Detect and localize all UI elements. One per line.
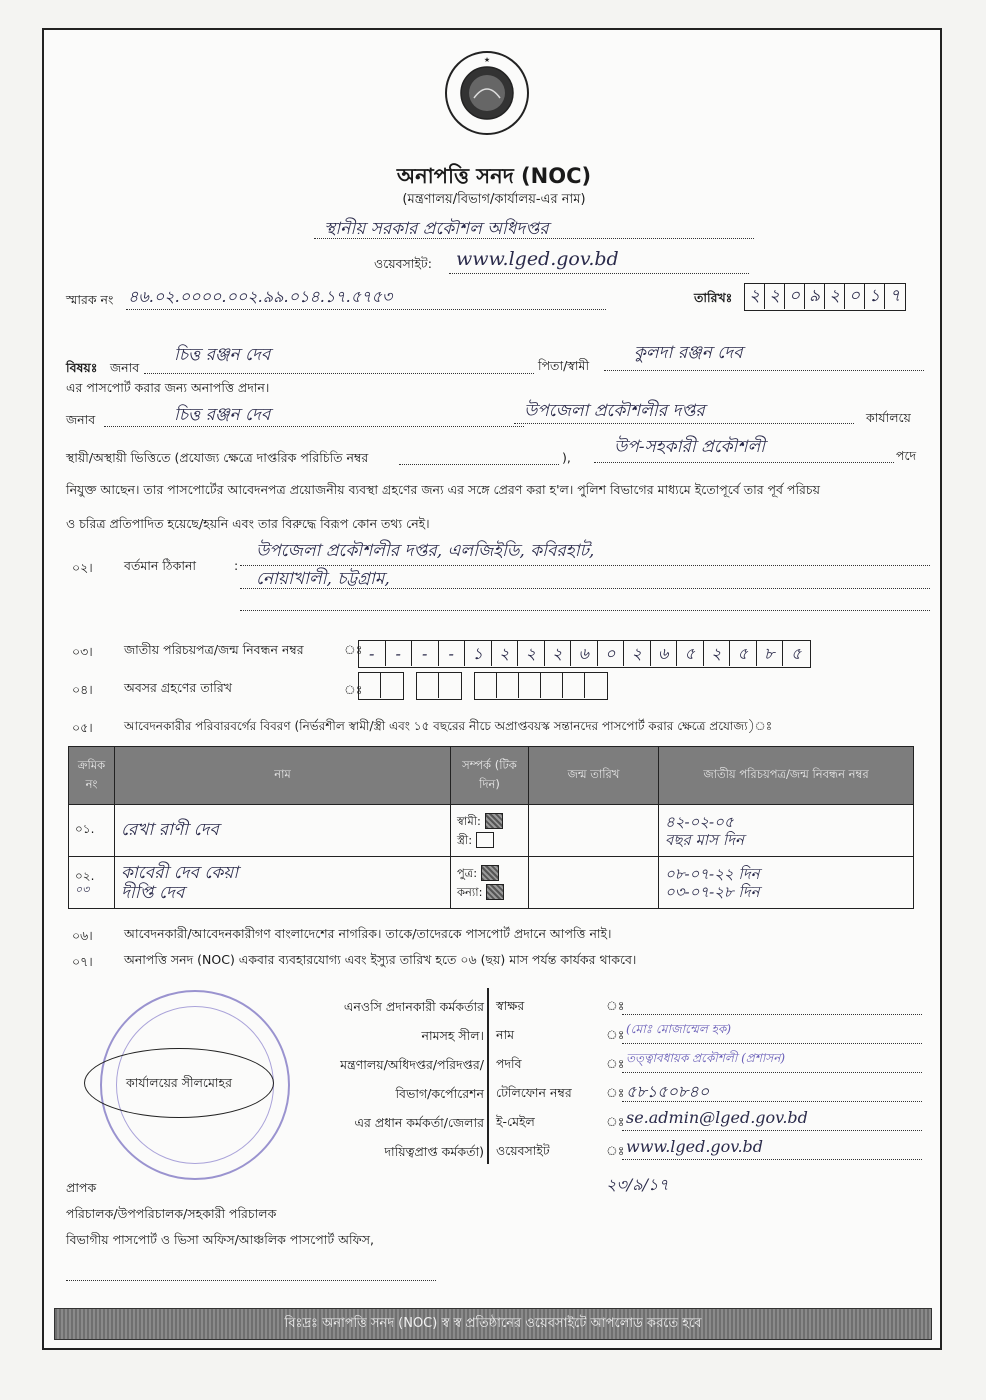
nid-digit: ২ <box>704 641 731 666</box>
official-field-value: se.admin@lged.gov.bd <box>626 1108 808 1127</box>
nid-digit: ০ <box>598 641 625 666</box>
address-label: বর্তমান ঠিকানা <box>124 558 197 573</box>
nid-digit: ৫ <box>730 641 757 666</box>
svg-text:★: ★ <box>483 56 491 64</box>
body-name: চিত্ত রঞ্জন দেব <box>174 405 271 425</box>
nid-digit: ৫ <box>677 641 704 666</box>
official-field-label: ই-মেইল <box>496 1114 535 1129</box>
row-dob <box>529 857 659 909</box>
address-line2: নোয়াখালী, চট্টগ্রাম, <box>256 569 390 589</box>
official-field-value: (মোঃ মোজাম্মেল হক) <box>626 1022 732 1036</box>
item-07-number: ০৭। <box>72 954 93 969</box>
relation-checkbox[interactable] <box>485 813 503 829</box>
statement-06: আবেদনকারী/আবেদনকারীগণ বাংলাদেশের নাগরিক। তাকে/তাদেরকে পাসপোর্ট প্রদানে আপত্তি নাই। <box>124 926 612 941</box>
row-id-line2: ০৩-০৭-২৮ দিন <box>665 882 760 901</box>
subject-line2: এর পাসপোর্ট করার জন্য অনাপত্তি প্রদান। <box>66 380 270 395</box>
nid-digit: - <box>359 641 386 666</box>
official-field-row <box>496 1137 926 1166</box>
table-row <box>69 805 914 857</box>
father-name: কুলদা রঞ্জন দেব <box>634 343 743 363</box>
noc-form: ★ অনাপত্তি সনদ (NOC) (মন্ত্রণালয়/বিভাগ/কার্যালয়-এর নাম) স্থানীয় সরকার প্রকৌশল অধিদপ্তর ওয়েবসাইট: www.lged.gov.bd স্মারক নং ৪৬.০২.০০০০.০০২.৯৯.০১৪.১৭.৫৭৫৩ তারিখঃ ২ ২ ০ ৯ ২ ০ ১ ৭ বিষয়ঃ জনাব চিত্ত রঞ্জন দেব পিতা/স্বামী কুলদা রঞ্জন দেব এর পাসপোর্ট করার জন্য অনাপত্তি প্রদান। জনাব চিত্ত রঞ্জন দেব উপজেলা প্রকৌশলীর দপ্তর কার্যালয়ে স্থায়ী/অস্থায়ী ভিত্তিতে (প্রযোজ্য ক্ষেত্রে দাপ্তরিক পরিচিতি নম্বর ), উপ-সহকারী প্রকৌশলী পদে নিযুক্ত আছেন। তার পাসপোর্টের আবেদনপত্র প্রয়োজনীয় ব্যবস্থা গ্রহণের জন্য এর সঙ্গে প্রেরণ করা হ'ল। পুলিশ বিভাগের মাধ্যমে ইতোপূর্বে তার পূর্ব পরিচয় ও চরিত্র প্রতিপাদিত হয়েছে/হয়নি এবং তার বিরুদ্ধে বিরূপ কোন তথ্য নেই। ০২। বর্তমান ঠিকানা : উপজেলা প্রকৌশলীর দপ্তর, এলজিইডি, কবিরহাট, নোয়াখালী, চট্টগ্রাম, ০৩। জাতীয় পরিচয়পত্র/জন্ম নিবন্ধন নম্বর ঃ - - - - ১ ২ ২ ২ ৬ ০ ২ ৬ ৫ ২ ৫ ৮ ৫ ০৪। অবসর গ্রহণের তারিখ ঃ ০৫। আবেদনকারীর পরিবারবর্গের বিবরণ (নির্ভরশীল স্বামী/স্ত্রী এবং ১৫ বছরের নীচে অপ্রাপ্তবয়স্ক সন্তানদের পাসপোর্ট করার ক্ষেত্রে প্রযোজ্য)ঃ ক্রমিক নং নাম সম্পর্ক (টিক দিন) জন্ম তারিখ জাতীয় পরিচয়পত্র/জন্ম নিবন্ধন নম্বর ০১. রেখা রাণী দেব স্বামী: স্ত্রী: ৪২-০২-০৫ বছর মাস দিন ০২. ০৩ কাবেরী দেব কেয়া দীপ্তি দেব পুত্র: কন্যা: ০৮-০৭-২২ দিন ০৩-০৭-২৮ দিন ০৬। আবেদনকারী/আবেদনকারীগণ বাংলাদেশের নাগরিক। তাকে/তাদেরকে পাসপোর্ট প্রদানে আপত্তি নাই। ০৭। অনাপত্তি সনদ (NOC) একবার ব্যবহারযোগ্য এবং ইস্যুর তারিখ হতে ০৬ (ছয়) মাস পর্যন্ত কার্যকর থাকবে। কার্যালয়ের সীলমোহর এনওসি প্রদানকারী কর্মকর্তার নামসহ সীল। মন্ত্রণালয়/অধিদপ্তর/পরিদপ্তর/ বিভাগ/কর্পোরেশন এর প্রধান কর্মকর্তা/জেলার দায়িত্বপ্রাপ্ত কর্মকর্তা) স্বাক্ষর ঃ নাম ঃ (মোঃ মোজাম্মেল হক) পদবি ঃ তত্ত্বাবধায়ক প্রকৌশলী (প্রশাসন) টেলিফোন নম্বর ঃ ৫৮১৫০৮৪০ ই-মেইল ঃ se.admin@lged.gov.bd ওয়েবসাইট ঃ www.lged.gov.bd ২৩/৯/১৭ প্রাপক পরিচালক/উপপরিচালক/সহকারী পরিচালক বিভাগীয় পাসপোর্ট ও ভিসা অফিস/আঞ্চলিক পাসপোর্ট অফিস, বিঃদ্রঃ অনাপত্তি সনদ (NOC) স্ব স্ব প্রতিষ্ঠানের ওয়েবসাইটে আপলোড করতে হবে <box>42 28 942 1350</box>
date-boxes <box>744 283 906 311</box>
post-value: উপ-সহকারী প্রকৌশলী <box>614 437 765 457</box>
official-field-row <box>496 1108 926 1137</box>
address-line1: উপজেলা প্রকৌশলীর দপ্তর, এলজিইডি, কবিরহাট, <box>256 541 595 561</box>
relation-checkbox[interactable] <box>481 865 499 881</box>
nid-digit: ২ <box>545 641 572 666</box>
item-02-number: ০২। <box>72 560 93 575</box>
date-digit: ২ <box>765 284 785 309</box>
date-digit: ২ <box>745 284 765 309</box>
header-name: নাম <box>115 747 451 805</box>
official-field-label: টেলিফোন নম্বর <box>496 1085 572 1100</box>
janab-label: জনাব <box>110 360 140 375</box>
relation-checkbox[interactable] <box>476 832 494 848</box>
nid-digit: - <box>412 641 439 666</box>
field-colon: ঃ <box>606 1114 625 1129</box>
relation-checkbox[interactable] <box>486 884 504 900</box>
body-line4: ও চরিত্র প্রতিপাদিত হয়েছে/হয়নি এবং তার বিরুদ্ধে বিরূপ কোন তথ্য নেই। <box>66 516 430 531</box>
nid-digit: - <box>439 641 466 666</box>
row-id-line2: বছর মাস দিন <box>665 830 744 849</box>
row-id-line1: ০৮-০৭-২২ দিন <box>665 864 760 883</box>
document-title: অনাপত্তি সনদ (NOC) <box>396 164 592 188</box>
row-name: কাবেরী দেব কেয়া <box>121 862 239 883</box>
row-id-line1: ৪২-০২-০৫ <box>665 812 734 831</box>
father-label: পিতা/স্বামী <box>538 358 590 373</box>
nid-digit: - <box>386 641 413 666</box>
item-05-number: ০৫। <box>72 720 93 735</box>
header-dob: জন্ম তারিখ <box>529 747 659 805</box>
official-field-label: ওয়েবসাইট <box>496 1143 550 1158</box>
office-name: স্থানীয় সরকার প্রকৌশল অধিদপ্তর <box>324 219 549 239</box>
date-digit: ৯ <box>805 284 825 309</box>
stamp-placeholder: কার্যালয়ের সীলমোহর <box>84 1048 274 1118</box>
field-colon: ঃ <box>606 1143 625 1158</box>
row-name-2: দীপ্তি দেব <box>121 882 185 903</box>
memo-number: ৪৬.০২.০০০০.০০২.৯৯.০১৪.১৭.৫৭৫৩ <box>128 287 393 306</box>
official-field-row <box>496 992 926 1021</box>
date-digit: ১ <box>865 284 885 309</box>
header-serial: ক্রমিক নং <box>69 747 115 805</box>
nid-boxes <box>358 640 811 668</box>
nid-digit: ২ <box>624 641 651 666</box>
official-field-value: তত্ত্বাবধায়ক প্রকৌশলী (প্রশাসন) <box>626 1051 786 1065</box>
date-digit: ০ <box>785 284 805 309</box>
item-03-number: ০৩। <box>72 644 93 659</box>
relation-label: স্ত্রী: <box>457 832 473 847</box>
date-digit: ২ <box>825 284 845 309</box>
relation-label: স্বামী: <box>457 813 481 828</box>
body-line2-close: ), <box>562 450 571 465</box>
official-field-label: পদবি <box>496 1056 522 1071</box>
recipient-line1: পরিচালক/উপপরিচালক/সহকারী পরিচালক <box>66 1206 277 1221</box>
date-digit: ০ <box>845 284 865 309</box>
official-field-label: স্বাক্ষর <box>496 998 525 1013</box>
header-id: জাতীয় পরিচয়পত্র/জন্ম নিবন্ধন নম্বর <box>659 747 914 805</box>
subject-label: বিষয়ঃ <box>66 360 98 375</box>
nid-digit: ৬ <box>651 641 678 666</box>
field-colon: ঃ <box>606 998 625 1013</box>
retirement-label: অবসর গ্রহণের তারিখ <box>124 680 232 695</box>
official-field-row <box>496 1021 926 1050</box>
family-label: আবেদনকারীর পরিবারবর্গের বিবরণ (নির্ভরশীল স্বামী/স্ত্রী এবং ১৫ বছরের নীচে অপ্রাপ্তবয়স্ক সন্তানদের পাসপোর্ট করার ক্ষেত্রে প্রযোজ্য)ঃ <box>124 719 773 733</box>
row-serial: ০২. <box>75 868 95 883</box>
field-colon: ঃ <box>606 1027 625 1042</box>
table-row <box>69 857 914 909</box>
relation-label: পুত্র: <box>457 865 478 880</box>
official-field-value: www.lged.gov.bd <box>626 1137 764 1156</box>
recipient-line2: বিভাগীয় পাসপোর্ট ও ভিসা অফিস/আঞ্চলিক পাসপোর্ট অফিস, <box>66 1232 374 1247</box>
recipient-label: প্রাপক <box>66 1180 97 1195</box>
official-description: এনওসি প্রদানকারী কর্মকর্তার নামসহ সীল। মন্ত্রণালয়/অধিদপ্তর/পরিদপ্তর/ বিভাগ/কর্পোরেশন এর প্রধান কর্মকর্তা/জেলার দায়িত্বপ্রাপ্ত কর্মকর্তা) <box>340 999 484 1159</box>
body-janab: জনাব <box>66 412 96 427</box>
ministry-label: (মন্ত্রণালয়/বিভাগ/কার্যালয়-এর নাম) <box>402 192 586 207</box>
government-seal-icon <box>444 50 530 136</box>
nid-digit: ৮ <box>757 641 784 666</box>
body-line3: নিযুক্ত আছেন। তার পাসপোর্টের আবেদনপত্র প্রয়োজনীয় ব্যবস্থা গ্রহণের জন্য এর সঙ্গে প্রেরণ করা হ'ল। পুলিশ বিভাগের মাধ্যমে ইতোপূর্বে তার পূর্ব পরিচয় <box>66 482 821 497</box>
office-suffix: কার্যালয়ে <box>866 410 911 425</box>
field-colon: ঃ <box>606 1085 625 1100</box>
row-dob <box>529 805 659 857</box>
header-relation: সম্পর্ক (টিক দিন) <box>451 747 529 805</box>
official-field-row <box>496 1050 926 1079</box>
nid-digit: ৬ <box>571 641 598 666</box>
memo-label: স্মারক নং <box>66 292 114 307</box>
office-value: উপজেলা প্রকৌশলীর দপ্তর <box>524 401 705 421</box>
initial-date: ২৩/৯/১৭ <box>606 1175 669 1194</box>
nid-digit: ১ <box>465 641 492 666</box>
applicant-name: চিত্ত রঞ্জন দেব <box>174 345 271 365</box>
nid-digit: ২ <box>518 641 545 666</box>
nid-digit: ৫ <box>791 644 802 663</box>
post-suffix: পদে <box>896 448 917 463</box>
family-table <box>68 746 914 909</box>
nid-label: জাতীয় পরিচয়পত্র/জন্ম নিবন্ধন নম্বর <box>124 642 304 657</box>
official-fields <box>496 992 926 1166</box>
body-line2: স্থায়ী/অস্থায়ী ভিত্তিতে (প্রযোজ্য ক্ষেত্রে দাপ্তরিক পরিচিতি নম্বর <box>66 450 369 465</box>
website-value: www.lged.gov.bd <box>456 248 619 270</box>
item-04-number: ০৪। <box>72 682 93 697</box>
date-digit: ৭ <box>889 286 901 306</box>
official-field-value: ৫৮১৫০৮৪০ <box>626 1082 710 1101</box>
date-label: তারিখঃ <box>694 290 733 305</box>
row-serial-2: ০৩ <box>75 882 90 896</box>
footer-note: বিঃদ্রঃ অনাপত্তি সনদ (NOC) স্ব স্ব প্রতিষ্ঠানের ওয়েবসাইটে আপলোড করতে হবে <box>54 1308 932 1340</box>
relation-label: কন্যা: <box>457 884 483 899</box>
item-06-number: ০৬। <box>72 928 93 943</box>
official-field-row <box>496 1079 926 1108</box>
statement-07: অনাপত্তি সনদ (NOC) একবার ব্যবহারযোগ্য এবং ইস্যুর তারিখ হতে ০৬ (ছয়) মাস পর্যন্ত কার্যকর থাকবে। <box>124 952 637 967</box>
row-name: রেখা রাণী দেব <box>121 819 219 840</box>
official-field-label: নাম <box>496 1027 515 1042</box>
website-label: ওয়েবসাইট: <box>374 256 432 271</box>
nid-digit: ২ <box>492 641 519 666</box>
field-colon: ঃ <box>606 1056 625 1071</box>
row-serial: ০১. <box>69 805 115 857</box>
